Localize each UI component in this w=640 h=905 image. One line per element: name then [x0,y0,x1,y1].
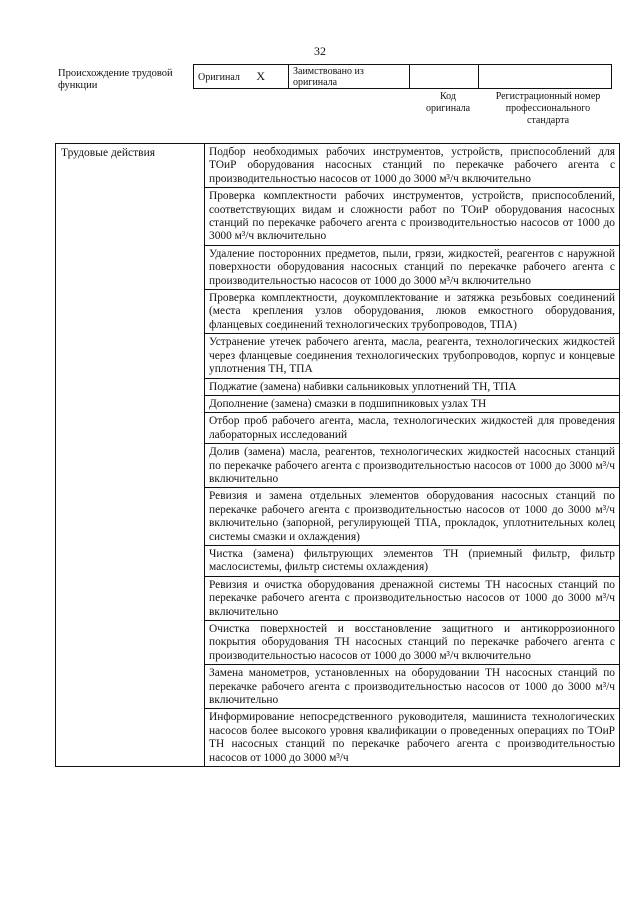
action-item: Замена манометров, установленных на оборудовании ТН насосных станций по перекачке рабочего агента с производительностью насосов от 1000 до 3000 м³/ч включительно [205,665,619,709]
original-mark: X [256,69,266,83]
actions-items [205,144,620,767]
action-item: Очистка поверхностей и восстановление защитного и антикоррозионного покрытия оборудования ТН насосных станций по перекачке рабочего агента с производительностью насосов от 1000 до 3000 м³/ч включительно [205,621,619,665]
actions-table [55,143,620,767]
reg-number-cell [479,65,612,89]
action-item: Проверка комплектности, доукомплектование и затяжка резьбовых соединений (места крепления узлов оборудования, люков емкостного оборудования, фланцевых соединений технологических трубопроводов, ТПА) [205,290,619,334]
code-caption: Код оригинала [425,91,471,114]
action-item: Отбор проб рабочего агента, масла, технологических жидкостей для проведения лабораторных исследований [205,413,619,444]
action-item: Подбор необходимых рабочих инструментов, устройств, приспособлений для ТОиР оборудования насосных станций по перекачке рабочего агента с производительностью насосов от 1000 до 3000 м³/ч включительно [205,144,619,188]
action-item: Долив (замена) масла, реагентов, технологических жидкостей насосных станций по перекачке рабочего агента с производительностью насосов от 1000 до 3000 м³/ч включительно [205,444,619,488]
action-item: Дополнение (замена) смазки в подшипниковых узлах ТН [205,396,619,413]
code-cell [410,65,479,89]
original-cell [194,65,289,89]
action-item: Устранение утечек рабочего агента, масла, реагента, технологических жидкостей через фланцевые соединения технологических трубопроводов, корпус и концевые уплотнения ТН, ТПА [205,334,619,378]
action-item: Удаление посторонних предметов, пыли, грязи, жидкостей, реагентов с наружной поверхности оборудования насосных станций по перекачке рабочего агента с производительностью насосов от 1000 до 3000 м³/ч включительно [205,246,619,290]
original-label: Оригинал [198,72,240,83]
action-item: Ревизия и очистка оборудования дренажной системы ТН насосных станций по перекачке рабочего агента с производительностью насосов от 1000 до 3000 м³/ч включительно [205,577,619,621]
origin-label: Происхождение трудовой функции [58,68,173,92]
reg-caption: Регистрационный номер профессионального стандарта [495,91,601,126]
action-item: Информирование непосредственного руководителя, машиниста технологических насосов более высокого уровня квалификации о проведенных операциях по ТОиР ТН насосных станций по перекачке рабочего агента с производительностью насосов от 1000 до 3000 м³/ч [209,711,615,764]
origin-table [193,64,612,89]
action-item: Поджатие (замена) набивки сальниковых уплотнений ТН, ТПА [205,379,619,396]
action-item: Проверка комплектности рабочих инструментов, устройств, приспособлений, соответствующих видам и сложности работ по ТОиР оборудования насосных станций по перекачке рабочего агента с производительностью насосов от 1000 до 3000 м³/ч включительно [205,188,619,246]
action-item: Ревизия и замена отдельных элементов оборудования насосных станций по перекачке рабочего агента с производительностью насосов от 1000 до 3000 м³/ч включительно (запорной, регулирующей ТПА, прокладок, уплотнительных колец системы смазки и охлаждения) [205,488,619,546]
action-item: Чистка (замена) фильтрующих элементов ТН (приемный фильтр, фильтр маслосистемы, фильтр системы охлаждения) [205,546,619,577]
borrowed-cell: Заимствовано из оригинала [289,65,410,89]
page-number: 32 [314,44,326,58]
actions-label: Трудовые действия [56,144,205,767]
